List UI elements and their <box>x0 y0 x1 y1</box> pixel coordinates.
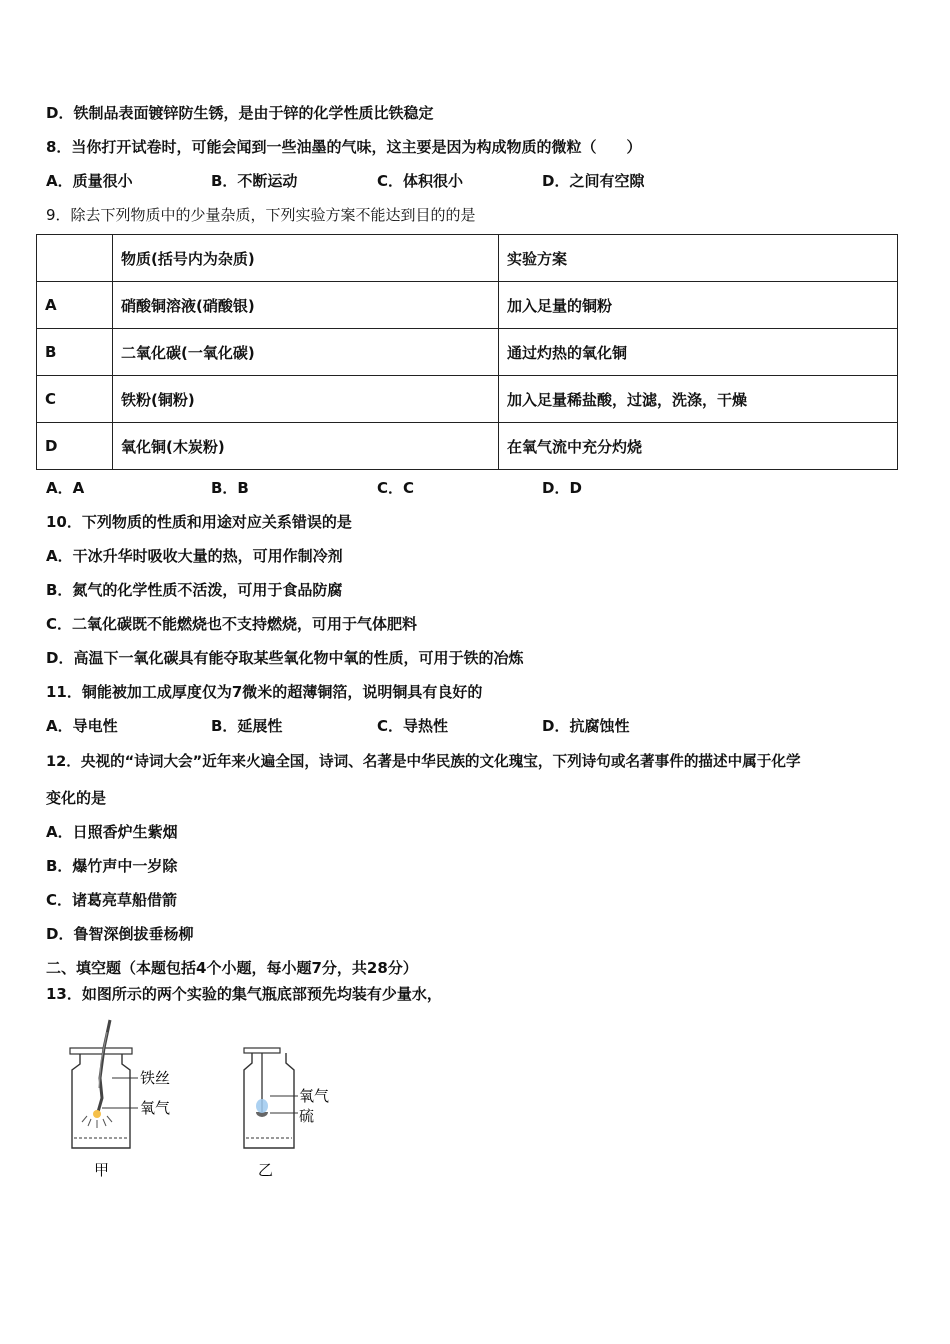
q7-option-d: D．铁制品表面镀锌防生锈，是由于锌的化学性质比铁稳定 <box>46 104 434 122</box>
q8-option-a: A．质量很小 <box>46 172 133 190</box>
label-sulfur: 硫 <box>299 1107 315 1125</box>
q8-option-d: D．之间有空隙 <box>542 172 645 190</box>
iron-wire <box>98 1020 110 1112</box>
q12-stem-line2: 变化的是 <box>46 789 107 807</box>
q13-stem: 13．如图所示的两个实验的集气瓶底部预先均装有少量水， <box>46 985 442 1003</box>
table-cell: 通过灼热的氧化铜 <box>499 329 898 376</box>
table-cell: C <box>37 376 113 423</box>
table-cell: 加入足量稀盐酸，过滤，洗涤，干燥 <box>499 376 898 423</box>
q9-option-d: D．D <box>542 479 582 497</box>
q10-stem: 10．下列物质的性质和用途对应关系错误的是 <box>46 513 352 531</box>
table-cell: 在氧气流中充分灼烧 <box>499 423 898 470</box>
figure-jia <box>60 1018 200 1183</box>
table-row <box>37 423 898 470</box>
table-header-cell <box>37 235 113 282</box>
q10-option-a: A．干冰升华时吸收大量的热，可用作制冷剂 <box>46 547 343 565</box>
figure-yi <box>232 1018 352 1183</box>
table-cell: 铁粉(铜粉) <box>113 376 499 423</box>
bottle-cap <box>244 1048 280 1053</box>
caption-jia: 甲 <box>94 1161 110 1179</box>
q10-option-b: B．氮气的化学性质不活泼，可用于食品防腐 <box>46 581 343 599</box>
q11-stem: 11．铜能被加工成厚度仅为7微米的超薄铜箔，说明铜具有良好的 <box>46 683 483 701</box>
spark <box>93 1110 101 1118</box>
q10-option-d: D．高温下一氧化碳具有能夺取某些氧化物中氧的性质，可用于铁的冶炼 <box>46 649 524 667</box>
q11-option-c: C．导热性 <box>377 717 449 735</box>
q12-option-b: B．爆竹声中一岁除 <box>46 857 178 875</box>
gas-bottle <box>244 1053 294 1148</box>
q11-option-b: B．延展性 <box>211 717 283 735</box>
q10-option-c: C．二氧化碳既不能燃烧也不支持燃烧，可用于气体肥料 <box>46 615 418 633</box>
q9-option-a: A．A <box>46 479 85 497</box>
table-cell: D <box>37 423 113 470</box>
q11-option-a: A．导电性 <box>46 717 118 735</box>
q11-option-d: D．抗腐蚀性 <box>542 717 630 735</box>
table-cell: 硝酸铜溶液(硝酸银) <box>113 282 499 329</box>
table-header-row <box>37 235 898 282</box>
table-header-cell: 物质(括号内为杂质) <box>113 235 499 282</box>
q9-option-b: B．B <box>211 479 249 497</box>
table-cell: 氧化铜(木炭粉) <box>113 423 499 470</box>
q8-option-c: C．体积很小 <box>377 172 464 190</box>
table-cell: B <box>37 329 113 376</box>
q12-option-d: D．鲁智深倒拔垂杨柳 <box>46 925 194 943</box>
blue-flame <box>256 1099 268 1113</box>
q8-stem: 8．当你打开试卷时，可能会闻到一些油墨的气味，这主要是因为构成物质的微粒（ ） <box>46 138 642 156</box>
label-wire: 铁丝 <box>140 1069 171 1087</box>
caption-yi: 乙 <box>258 1161 274 1179</box>
bottle-cap <box>70 1048 132 1054</box>
table-cell: 加入足量的铜粉 <box>499 282 898 329</box>
table-cell: A <box>37 282 113 329</box>
q9-stem: 9．除去下列物质中的少量杂质，下列实验方案不能达到目的的是 <box>46 206 476 224</box>
q9-table <box>36 234 898 470</box>
label-gas: 氧气 <box>299 1087 330 1105</box>
q8-option-b: B．不断运动 <box>211 172 298 190</box>
q9-option-c: C．C <box>377 479 415 497</box>
section2-heading: 二、填空题（本题包括4个小题，每小题7分，共28分） <box>46 959 418 977</box>
table-row <box>37 329 898 376</box>
label-gas: 氧气 <box>140 1099 171 1117</box>
q12-option-a: A．日照香炉生紫烟 <box>46 823 178 841</box>
q12-stem-line1: 12．央视的“诗词大会”近年来火遍全国，诗词、名著是中华民族的文化瑰宝，下列诗句或名著事件的描述中属于化学 <box>46 753 801 770</box>
table-cell: 二氧化碳(一氧化碳) <box>113 329 499 376</box>
q12-option-c: C．诸葛亮草船借箭 <box>46 891 178 909</box>
table-row <box>37 282 898 329</box>
table-row <box>37 376 898 423</box>
table-header-cell: 实验方案 <box>499 235 898 282</box>
